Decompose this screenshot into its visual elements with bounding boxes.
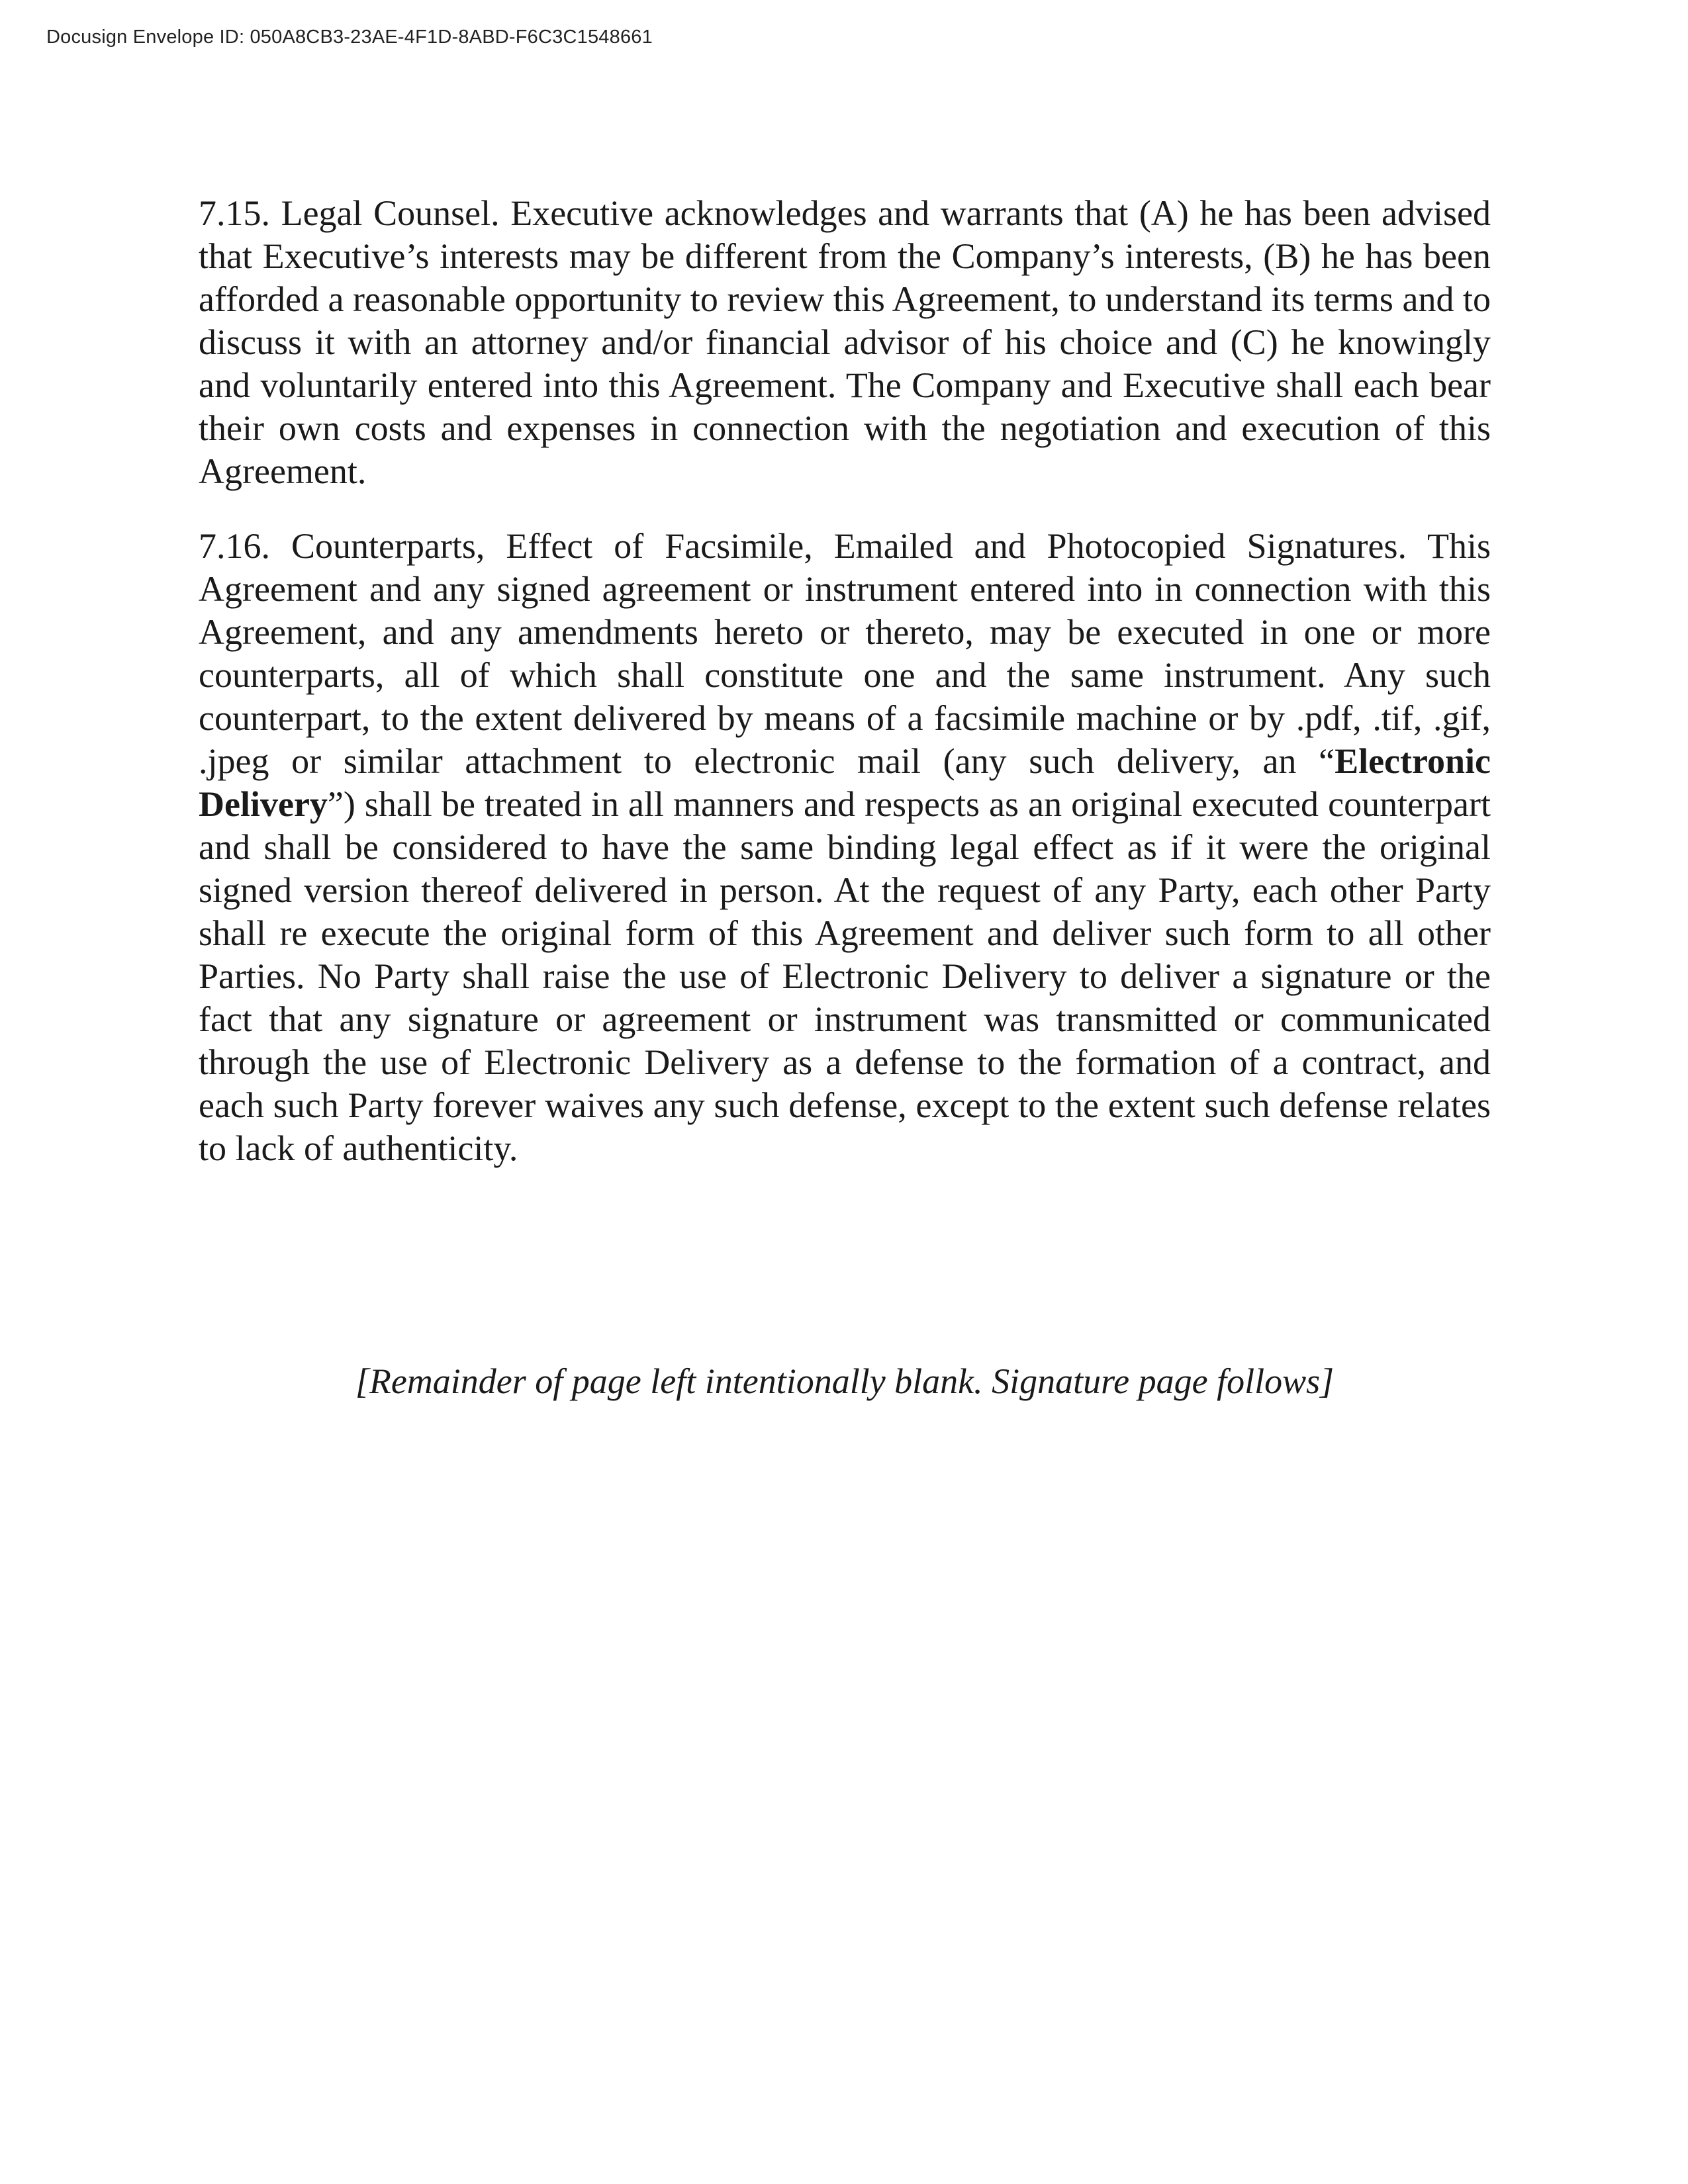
section-7-16-text-after: ”) shall be treated in all manners and respects as an original executed counterpart and shall be considered to have the same binding legal effect as if it were the original signed version thereof delivered in person. At the request of any Party, each other Party shall re execute the original form of this Agreement and deliver such form to all other Parties. No Party shall raise the use of Electronic Delivery to deliver a signature or the fact that any signature or agreement or instrument was transmitted or communicated through the use of Electronic Delivery as a defense to the formation of a contract, and each such Party forever waives any such defense, except to the extent such defense relates to lack of authenticity. <box>199 784 1491 1168</box>
electronic-delivery-defined-term: Electronic Delivery <box>199 741 1491 824</box>
section-7-16-counterparts <box>199 525 1491 1170</box>
remainder-blank-note: [Remainder of page left intentionally blank. Signature page follows] <box>355 1361 1335 1401</box>
section-7-16-text-before: 7.16. Counterparts, Effect of Facsimile, Emailed and Photocopied Signatures. This Agreement and any signed agreement or instrument entered into in connection with this Agreement, and any amendments hereto or thereto, may be executed in one or more counterparts, all of which shall constitute one and the same instrument. Any such counterpart, to the extent delivered by means of a facsimile machine or by .pdf, .tif, .gif, .jpeg or similar attachment to electronic mail (any such delivery, an “ <box>199 526 1491 781</box>
docusign-envelope-id: Docusign Envelope ID: 050A8CB3-23AE-4F1D-8ABD-F6C3C1548661 <box>46 26 653 48</box>
document-body <box>199 192 1491 1170</box>
section-7-15-legal-counsel: 7.15. Legal Counsel. Executive acknowledges and warrants that (A) he has been advised that Executive’s interests may be different from the Company’s interests, (B) he has been afforded a reasonable opportunity to review this Agreement, to understand its terms and to discuss it with an attorney and/or financial advisor of his choice and (C) he knowingly and voluntarily entered into this Agreement. The Company and Executive shall each bear their own costs and expenses in connection with the negotiation and execution of this Agreement. <box>199 193 1491 491</box>
